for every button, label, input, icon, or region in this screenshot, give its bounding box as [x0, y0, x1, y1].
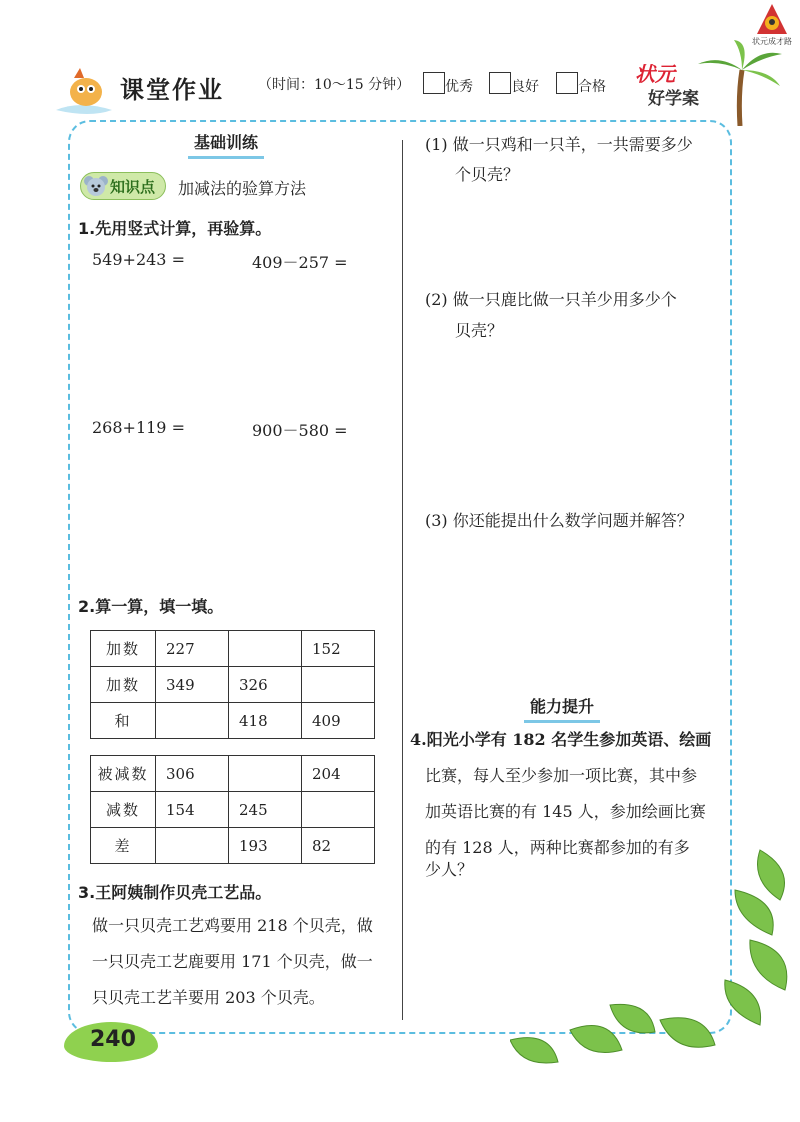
table-row [91, 792, 375, 828]
table-cell: 减数 [91, 792, 156, 828]
section-basic-training: 基础训练 [188, 130, 264, 159]
q3-line-1: 做一只贝壳工艺鸡要用 218 个贝壳，做 [92, 916, 373, 935]
q4-line-4: 的有 128 人，两种比赛都参加的有多 [425, 838, 690, 857]
palm-tree-icon [690, 40, 786, 126]
table-row [91, 667, 375, 703]
koala-icon [84, 174, 108, 198]
q1-item-1: 549+243 = [92, 250, 185, 269]
table-cell: 227 [156, 631, 229, 667]
q3-line-3: 只贝壳工艺羊要用 203 个贝壳。 [92, 988, 325, 1007]
table-cell: 被减数 [91, 756, 156, 792]
question-2-title: 2.算一算，填一填。 [78, 597, 224, 616]
q3-sub1-line-1: (1) 做一只鸡和一只羊，一共需要多少 [425, 135, 693, 154]
table-cell: 409 [302, 703, 375, 739]
table-cell: 152 [302, 631, 375, 667]
table-cell[interactable] [229, 756, 302, 792]
q3-sub3: (3) 你还能提出什么数学问题并解答？ [425, 511, 693, 530]
table-cell: 82 [302, 828, 375, 864]
section-ability-improvement: 能力提升 [524, 694, 600, 723]
table-cell: 349 [156, 667, 229, 703]
table-cell: 306 [156, 756, 229, 792]
knowledge-badge-label: 知识点 [110, 178, 156, 196]
table-row [91, 828, 375, 864]
table-cell[interactable] [156, 828, 229, 864]
table-cell: 差 [91, 828, 156, 864]
table-cell: 245 [229, 792, 302, 828]
table-cell: 204 [302, 756, 375, 792]
q4-line-1: 4.阳光小学有 182 名学生参加英语、绘画 [410, 730, 712, 749]
addition-table [90, 630, 375, 739]
knowledge-description: 加减法的验算方法 [178, 179, 307, 198]
q4-line-2: 比赛，每人至少参加一项比赛，其中参 [425, 766, 698, 785]
page-number: 240 [90, 1027, 136, 1052]
table-cell: 418 [229, 703, 302, 739]
table-cell[interactable] [302, 792, 375, 828]
column-divider [402, 140, 403, 1020]
rating-label-pass: 合格 [578, 79, 606, 95]
q1-item-4: 900－580 = [252, 421, 348, 440]
rating-checkbox-excellent[interactable] [423, 72, 445, 94]
leaves-decoration-icon [510, 840, 800, 1080]
time-limit: （时间：10～15 分钟） [258, 77, 411, 93]
question-3-title: 3.王阿姨制作贝壳工艺品。 [78, 883, 272, 902]
subtraction-table [90, 755, 375, 864]
q3-sub1-line-2: 个贝壳？ [455, 165, 520, 184]
table-cell: 326 [229, 667, 302, 703]
mascot-icon [50, 64, 120, 122]
rating-checkbox-pass[interactable] [556, 72, 578, 94]
q4-line-3: 加英语比赛的有 145 人，参加绘画比赛 [425, 802, 706, 821]
table-cell: 154 [156, 792, 229, 828]
q4-line-5: 少人？ [425, 860, 474, 879]
brand-bottom: 好学案 [648, 89, 699, 109]
page-title: 课堂作业 [120, 76, 224, 104]
table-cell[interactable] [229, 631, 302, 667]
rating-label-good: 良好 [511, 79, 539, 95]
corner-logo-text: 状元成才路 [752, 37, 792, 46]
corner-logo-icon [755, 2, 789, 36]
table-cell: 加数 [91, 667, 156, 703]
brand-top: 状元 [635, 62, 675, 86]
q3-sub2-line-2: 贝壳？ [455, 321, 504, 340]
rating-label-excellent: 优秀 [445, 79, 473, 95]
question-1-title: 1.先用竖式计算，再验算。 [78, 219, 272, 238]
table-cell: 和 [91, 703, 156, 739]
table-cell[interactable] [302, 667, 375, 703]
table-row [91, 703, 375, 739]
table-row [91, 631, 375, 667]
table-row [91, 756, 375, 792]
table-cell[interactable] [156, 703, 229, 739]
table-cell: 193 [229, 828, 302, 864]
table-cell: 加数 [91, 631, 156, 667]
q1-item-3: 268+119 = [92, 418, 185, 437]
q3-line-2: 一只贝壳工艺鹿要用 171 个贝壳，做一 [92, 952, 373, 971]
q3-sub2-line-1: (2) 做一只鹿比做一只羊少用多少个 [425, 290, 677, 309]
rating-checkbox-good[interactable] [489, 72, 511, 94]
q1-item-2: 409－257 = [252, 253, 348, 272]
